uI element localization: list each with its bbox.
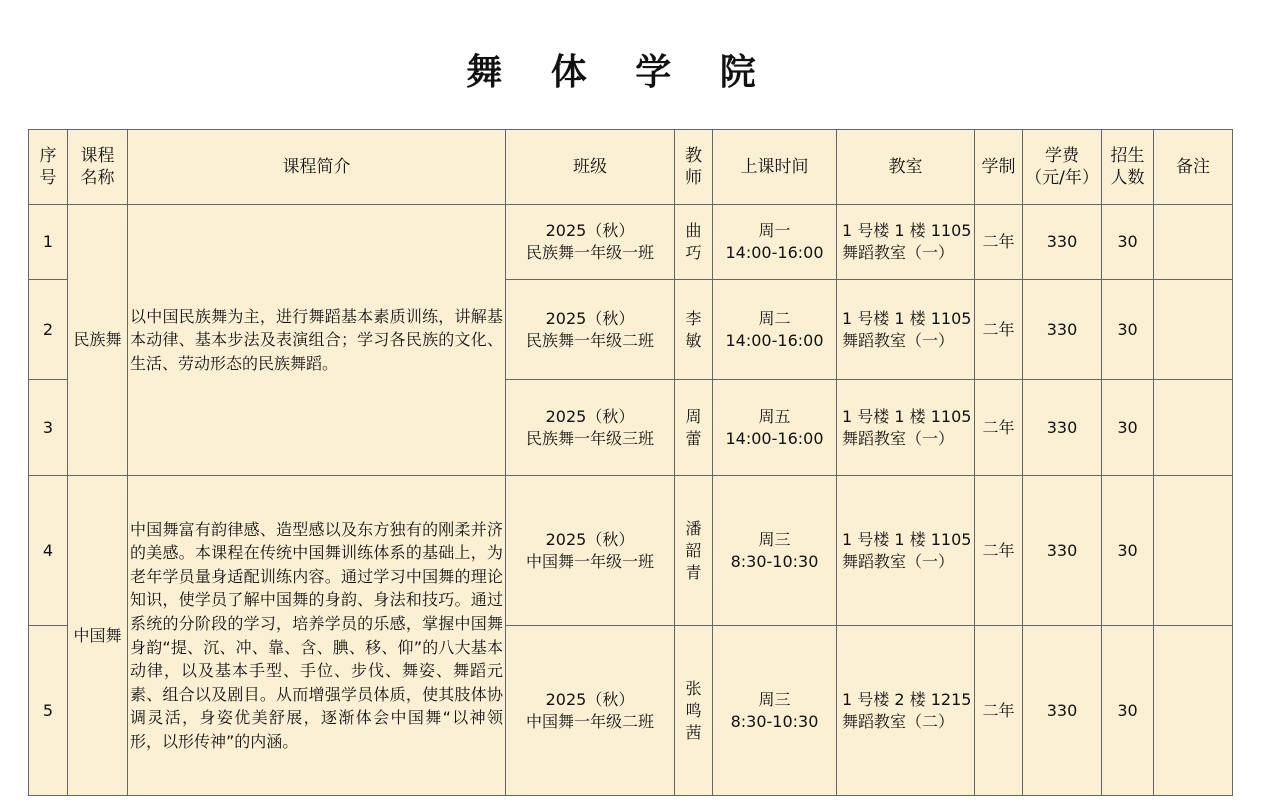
course-name: 民族舞	[68, 205, 128, 476]
enrollment-count: 30	[1102, 205, 1154, 280]
page-title: 舞 体 学 院	[466, 51, 774, 93]
course-name: 中国舞	[68, 476, 128, 796]
enrollment-count: 30	[1102, 476, 1154, 626]
tuition-fee: 330	[1023, 205, 1102, 280]
class-name: 2025（秋） 民族舞一年级三班	[506, 380, 675, 476]
header-enroll: 招生 人数	[1102, 130, 1154, 205]
row-number: 3	[29, 380, 68, 476]
tuition-fee: 330	[1023, 380, 1102, 476]
class-time: 周三 8:30-10:30	[713, 476, 837, 626]
course-table	[28, 129, 1233, 796]
term-length: 二年	[975, 626, 1023, 796]
course-description: 中国舞富有韵律感、造型感以及东方独有的刚柔并济的美感。本课程在传统中国舞训练体系的基础上，为老年学员量身适配训练内容。通过学习中国舞的理论知识，使学员了解中国舞的身韵、身法和技巧。通过系统的分阶段的学习，培养学员的乐感，掌握中国舞身韵“提、沉、冲、靠、含、腆、移、仰”的八大基本动律，以及基本手型、手位、步伐、舞姿、舞蹈元素、组合以及剧目。从而增强学员体质，使其肢体协调灵活，身姿优美舒展，逐渐体会中国舞“以神领形，以形传神”的内涵。	[128, 476, 506, 796]
row-number: 4	[29, 476, 68, 626]
teacher-name: 周 蕾	[675, 380, 713, 476]
teacher-name: 李 敏	[675, 280, 713, 380]
table-header-row	[29, 130, 1233, 205]
header-fee: 学费 （元/年）	[1023, 130, 1102, 205]
table-row	[29, 476, 1233, 626]
header-time: 上课时间	[713, 130, 837, 205]
term-length: 二年	[975, 380, 1023, 476]
course-description: 以中国民族舞为主，进行舞蹈基本素质训练，讲解基本动律、基本步法及表演组合；学习各民族的文化、生活、劳动形态的民族舞蹈。	[128, 205, 506, 476]
classroom: 1 号楼 1 楼 1105 舞蹈教室（一）	[837, 205, 975, 280]
header-note: 备注	[1154, 130, 1233, 205]
note	[1154, 280, 1233, 380]
header-class: 班级	[506, 130, 675, 205]
teacher-name: 曲 巧	[675, 205, 713, 280]
tuition-fee: 330	[1023, 280, 1102, 380]
class-time: 周三 8:30-10:30	[713, 626, 837, 796]
class-name: 2025（秋） 民族舞一年级一班	[506, 205, 675, 280]
note	[1154, 380, 1233, 476]
header-no: 序 号	[29, 130, 68, 205]
row-number: 1	[29, 205, 68, 280]
tuition-fee: 330	[1023, 476, 1102, 626]
class-time: 周一 14:00-16:00	[713, 205, 837, 280]
header-term: 学制	[975, 130, 1023, 205]
note	[1154, 476, 1233, 626]
enrollment-count: 30	[1102, 280, 1154, 380]
header-description: 课程简介	[128, 130, 506, 205]
row-number: 5	[29, 626, 68, 796]
header-teacher: 教 师	[675, 130, 713, 205]
classroom: 1 号楼 1 楼 1105 舞蹈教室（一）	[837, 476, 975, 626]
teacher-name: 潘 韶 青	[675, 476, 713, 626]
tuition-fee: 330	[1023, 626, 1102, 796]
class-name: 2025（秋） 民族舞一年级二班	[506, 280, 675, 380]
class-time: 周二 14:00-16:00	[713, 280, 837, 380]
enrollment-count: 30	[1102, 626, 1154, 796]
teacher-name: 张 鸣 茜	[675, 626, 713, 796]
class-name: 2025（秋） 中国舞一年级二班	[506, 626, 675, 796]
term-length: 二年	[975, 476, 1023, 626]
classroom: 1 号楼 1 楼 1105 舞蹈教室（一）	[837, 280, 975, 380]
classroom: 1 号楼 2 楼 1215 舞蹈教室（二）	[837, 626, 975, 796]
term-length: 二年	[975, 280, 1023, 380]
classroom: 1 号楼 1 楼 1105 舞蹈教室（一）	[837, 380, 975, 476]
enrollment-count: 30	[1102, 380, 1154, 476]
class-time: 周五 14:00-16:00	[713, 380, 837, 476]
header-room: 教室	[837, 130, 975, 205]
note	[1154, 205, 1233, 280]
row-number: 2	[29, 280, 68, 380]
header-course-name: 课程 名称	[68, 130, 128, 205]
class-name: 2025（秋） 中国舞一年级一班	[506, 476, 675, 626]
table-row	[29, 205, 1233, 280]
term-length: 二年	[975, 205, 1023, 280]
note	[1154, 626, 1233, 796]
